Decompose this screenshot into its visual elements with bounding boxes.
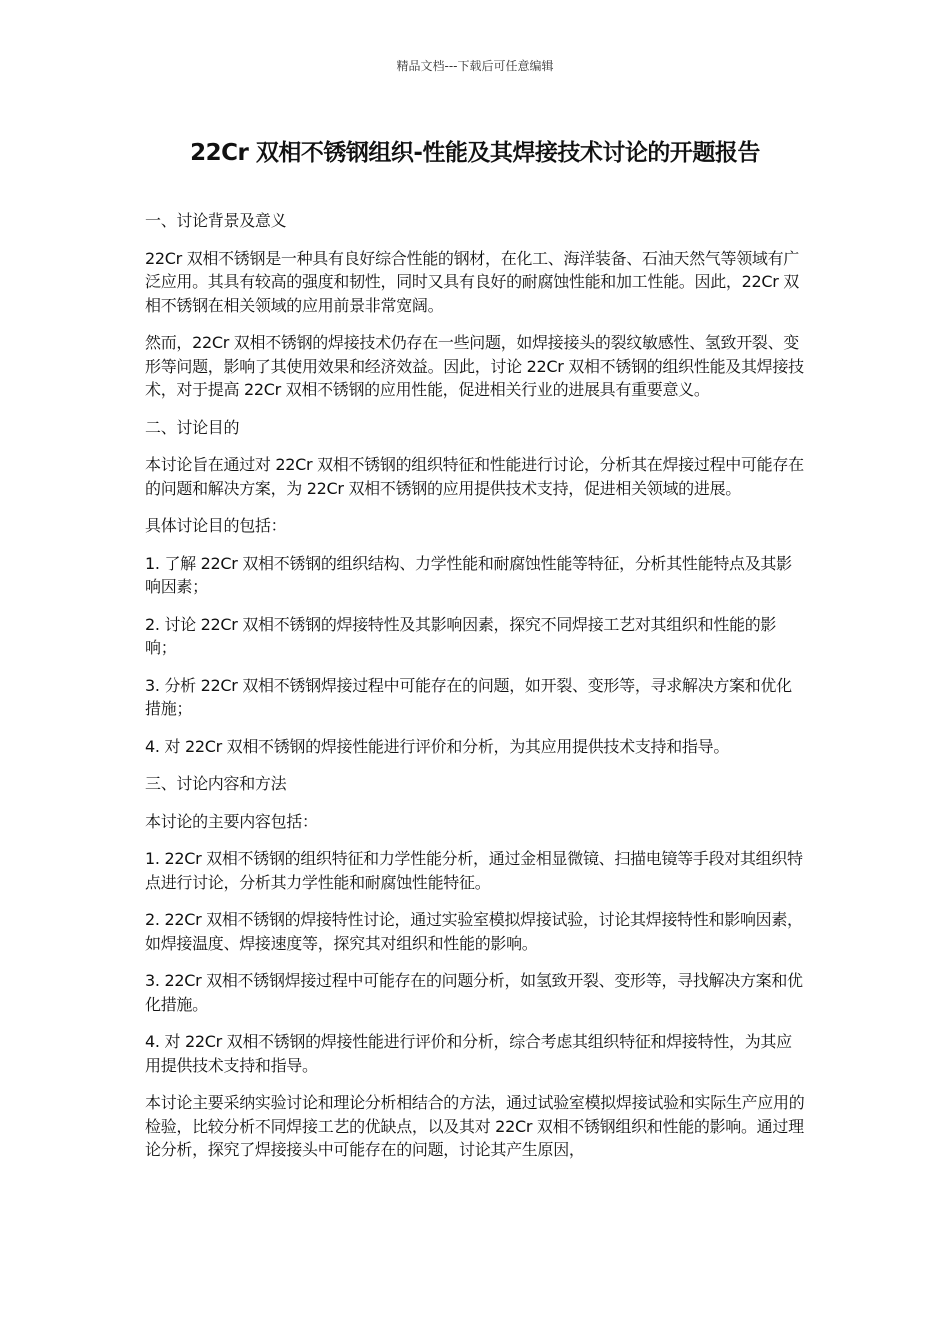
paragraph-purpose-list-intro: 具体讨论目的包括： bbox=[145, 516, 287, 535]
list-item-content-3: 3. 22Cr 双相不锈钢焊接过程中可能存在的问题分析，如氢致开裂、变形等，寻找解决方案和优化措施。 bbox=[145, 971, 803, 1014]
list-item-content-2: 2. 22Cr 双相不锈钢的焊接特性讨论，通过实验室模拟焊接试验，讨论其焊接特性和影响因素，如焊接温度、焊接速度等，探究其对组织和性能的影响。 bbox=[145, 910, 803, 953]
document-body bbox=[145, 209, 807, 1176]
list-item-purpose-1: 1. 了解 22Cr 双相不锈钢的组织结构、力学性能和耐腐蚀性能等特征，分析其性能特点及其影响因素； bbox=[145, 553, 792, 596]
paragraph-background-problems: 然而，22Cr 双相不锈钢的焊接技术仍存在一些问题，如焊接接头的裂纹敏感性、氢致开裂、变形等问题，影响了其使用效果和经济效益。因此，讨论 22Cr 双相不锈钢的组织性能及其焊接技术，对于提高 22Cr 双相不锈钢的应用性能，促进相关行业的进展具有重要意义。 bbox=[145, 333, 804, 399]
section-heading-content-methods: 三、讨论内容和方法 bbox=[145, 774, 287, 793]
list-item-content-1: 1. 22Cr 双相不锈钢的组织特征和力学性能分析，通过金相显微镜、扫描电镜等手段对其组织特点进行讨论，分析其力学性能和耐腐蚀性能特征。 bbox=[145, 849, 803, 892]
paragraph-content-list-intro: 本讨论的主要内容包括： bbox=[145, 811, 318, 831]
paragraph-methods: 本讨论主要采纳实验讨论和理论分析相结合的方法，通过试验室模拟焊接试验和实际生产应用的检验，比较分析不同焊接工艺的优缺点，以及其对 22Cr 双相不锈钢组织和性能的影响。通过理论分析，探究了焊接接头中可能存在的问题，讨论其产生原因， bbox=[145, 1093, 805, 1159]
list-item-content-4: 4. 对 22Cr 双相不锈钢的焊接性能进行评价和分析，综合考虑其组织特征和焊接特性，为其应用提供技术支持和指导。 bbox=[145, 1032, 792, 1075]
paragraph-purpose-summary: 本讨论旨在通过对 22Cr 双相不锈钢的组织特征和性能进行讨论，分析其在焊接过程中可能存在的问题和解决方案，为 22Cr 双相不锈钢的应用提供技术支持，促进相关领域的进展。 bbox=[145, 455, 804, 498]
list-item-purpose-4: 4. 对 22Cr 双相不锈钢的焊接性能进行评价和分析，为其应用提供技术支持和指导。 bbox=[145, 736, 730, 756]
section-heading-background: 一、讨论背景及意义 bbox=[145, 211, 287, 230]
list-item-purpose-3: 3. 分析 22Cr 双相不锈钢焊接过程中可能存在的问题，如开裂、变形等，寻求解决方案和优化措施； bbox=[145, 675, 792, 718]
document-title: 22Cr 双相不锈钢组织-性能及其焊接技术讨论的开题报告 bbox=[190, 140, 760, 166]
paragraph-background-intro: 22Cr 双相不锈钢是一种具有良好综合性能的钢材，在化工、海洋装备、石油天然气等领域有广泛应用。其具有较高的强度和韧性，同时又具有良好的耐腐蚀性能和加工性能。因此，22Cr 双相不锈钢在相关领域的应用前景非常宽阔。 bbox=[145, 248, 799, 315]
section-heading-purpose: 二、讨论目的 bbox=[145, 417, 240, 437]
list-item-purpose-2: 2. 讨论 22Cr 双相不锈钢的焊接特性及其影响因素，探究不同焊接工艺对其组织和性能的影响； bbox=[145, 614, 777, 657]
page-header-watermark: 精品文档---下载后可任意编辑 bbox=[396, 59, 554, 73]
